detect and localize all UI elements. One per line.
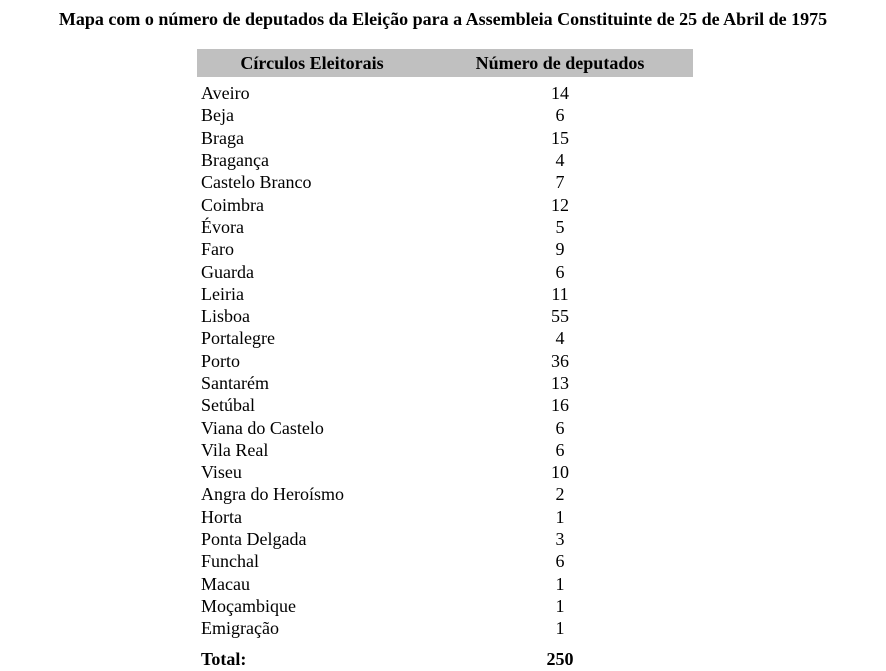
- district-name: Coimbra: [201, 194, 264, 215]
- total-count: 250: [546, 648, 574, 669]
- table-row: [197, 617, 693, 639]
- table-row: [197, 260, 693, 282]
- deputy-count: 9: [555, 239, 565, 260]
- deputies-table: [197, 49, 693, 671]
- district-name: Vila Real: [201, 439, 269, 460]
- deputy-count: 16: [551, 395, 569, 416]
- district-name: Ponta Delgada: [201, 529, 307, 550]
- table-row: [197, 461, 693, 483]
- table-row: [197, 216, 693, 238]
- deputy-count: 2: [555, 484, 565, 505]
- table-row: [197, 416, 693, 438]
- deputy-count: 4: [555, 150, 565, 171]
- deputy-count: 6: [555, 551, 565, 572]
- district-name: Guarda: [201, 261, 254, 282]
- table-row: [197, 171, 693, 193]
- district-name: Angra do Heroísmo: [201, 484, 344, 505]
- deputy-count: 7: [555, 172, 565, 193]
- deputy-count: 6: [555, 417, 565, 438]
- table-row: [197, 573, 693, 595]
- district-name: Portalegre: [201, 328, 275, 349]
- district-name: Emigração: [201, 618, 279, 639]
- table-row: [197, 104, 693, 126]
- deputy-count: 13: [551, 373, 569, 393]
- district-name: Beja: [201, 105, 234, 126]
- district-name: Porto: [201, 350, 241, 371]
- district-name: Castelo Branco: [201, 172, 312, 193]
- page-title: Mapa com o número de deputados da Eleição para a Assembleia Constituinte de 25 de Abril de 1975: [58, 9, 828, 29]
- table-row: [197, 372, 693, 394]
- district-name: Évora: [201, 216, 244, 237]
- district-name: Setúbal: [201, 395, 255, 416]
- district-name: Horta: [201, 506, 242, 527]
- deputy-count: 12: [551, 194, 569, 215]
- header-count: Número de deputados: [475, 52, 645, 73]
- deputy-count: 11: [551, 283, 569, 304]
- table-row: [197, 193, 693, 215]
- deputy-count: 6: [555, 105, 565, 126]
- table-row: [197, 305, 693, 327]
- deputy-count: 1: [555, 506, 565, 527]
- deputy-count: 1: [555, 573, 565, 594]
- table-row: [197, 506, 693, 528]
- district-name: Faro: [201, 239, 234, 260]
- table-body: [197, 82, 693, 639]
- table-row: [197, 483, 693, 505]
- table-row: [197, 550, 693, 572]
- district-name: Leiria: [201, 283, 244, 304]
- deputy-count: 14: [551, 83, 569, 104]
- deputy-count: 1: [555, 595, 565, 616]
- district-name: Lisboa: [201, 306, 250, 327]
- district-name: Funchal: [201, 551, 259, 572]
- district-name: Viseu: [201, 462, 242, 483]
- table-row: [197, 528, 693, 550]
- header-district: Círculos Eleitorais: [240, 52, 384, 73]
- deputy-count: 3: [555, 529, 565, 550]
- deputy-count: 5: [555, 216, 565, 237]
- deputy-count: 4: [555, 328, 565, 349]
- district-name: Aveiro: [201, 83, 250, 104]
- table-row: [197, 350, 693, 372]
- table-row: [197, 82, 693, 104]
- table-row: [197, 149, 693, 171]
- table-row: [197, 439, 693, 461]
- deputy-count: 55: [551, 306, 569, 327]
- deputy-count: 10: [551, 462, 569, 483]
- table-row: [197, 327, 693, 349]
- table-row: [197, 394, 693, 416]
- deputy-count: 6: [555, 261, 565, 282]
- table-row: [197, 127, 693, 149]
- deputy-count: 1: [555, 618, 565, 639]
- deputy-count: 6: [555, 439, 565, 460]
- table-row: [197, 238, 693, 260]
- deputy-count: 15: [551, 127, 569, 148]
- total-row: [197, 647, 693, 671]
- deputy-count: 36: [551, 350, 569, 371]
- table-header: [197, 49, 693, 77]
- table-row: [197, 283, 693, 305]
- district-name: Braga: [201, 127, 244, 148]
- table-row: [197, 595, 693, 617]
- district-name: Viana do Castelo: [201, 417, 324, 438]
- district-name: Bragança: [201, 150, 269, 171]
- district-name: Santarém: [201, 373, 269, 393]
- district-name: Macau: [201, 573, 250, 594]
- district-name: Moçambique: [201, 595, 296, 616]
- total-label: Total:: [201, 648, 247, 669]
